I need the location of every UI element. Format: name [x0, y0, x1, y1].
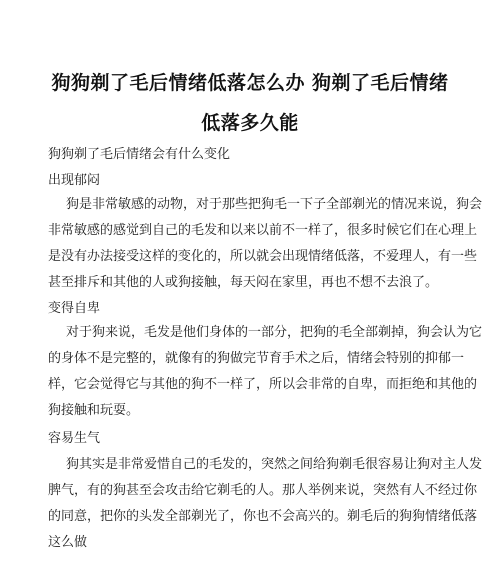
paragraph-line: 这么做	[48, 535, 88, 550]
paragraph-line: 是没有办法接受这样的变化的，所以就会出现情绪低落，不爱理人，有一些	[48, 249, 478, 264]
section-heading: 出现郁闷	[48, 173, 101, 188]
paragraph-line: 对于狗来说，毛发是他们身体的一部分，把狗的毛全部剃掉，狗会认为它	[66, 325, 483, 340]
paragraph-line: 的同意，把你的头发全部剃光了，你也不会高兴的。剃毛后的狗狗情绪低落	[48, 509, 478, 524]
paragraph-line: 狗是非常敏感的动物，对于那些把狗毛一下子全部剃光的情况来说，狗会	[66, 197, 483, 212]
section-heading: 容易生气	[48, 431, 101, 446]
paragraph-line: 狗其实是非常爱惜自己的毛发的，突然之间给狗剃毛很容易让狗对主人发	[66, 457, 483, 472]
paragraph-line: 的身体不是完整的，就像有的狗做完节育手术之后，情绪会特别的抑郁一	[48, 351, 465, 366]
paragraph-line: 狗接触和玩耍。	[48, 403, 140, 418]
intro-heading: 狗狗剃了毛后情绪会有什么变化	[48, 147, 231, 162]
paragraph-line: 甚至排斥和其他的人或狗接触，每天闷在家里，再也不想不去浪了。	[48, 275, 439, 290]
paragraph-line: 脾气，有的狗甚至会攻击给它剃毛的人。那人举例来说，突然有人不经过你	[48, 483, 478, 498]
paragraph-line: 非常敏感的感觉到自己的毛发和以来以前不一样了，很多时候它们在心理上	[48, 223, 478, 238]
page-title-line-2: 低落多久能	[201, 112, 299, 134]
section-heading: 变得自卑	[48, 301, 101, 316]
page-title-line-1: 狗狗剃了毛后情绪低落怎么办 狗剃了毛后情绪	[51, 72, 449, 94]
paragraph-line: 样，它会觉得它与其他的狗不一样了，所以会非常的自卑，而拒绝和其他的	[48, 377, 478, 392]
